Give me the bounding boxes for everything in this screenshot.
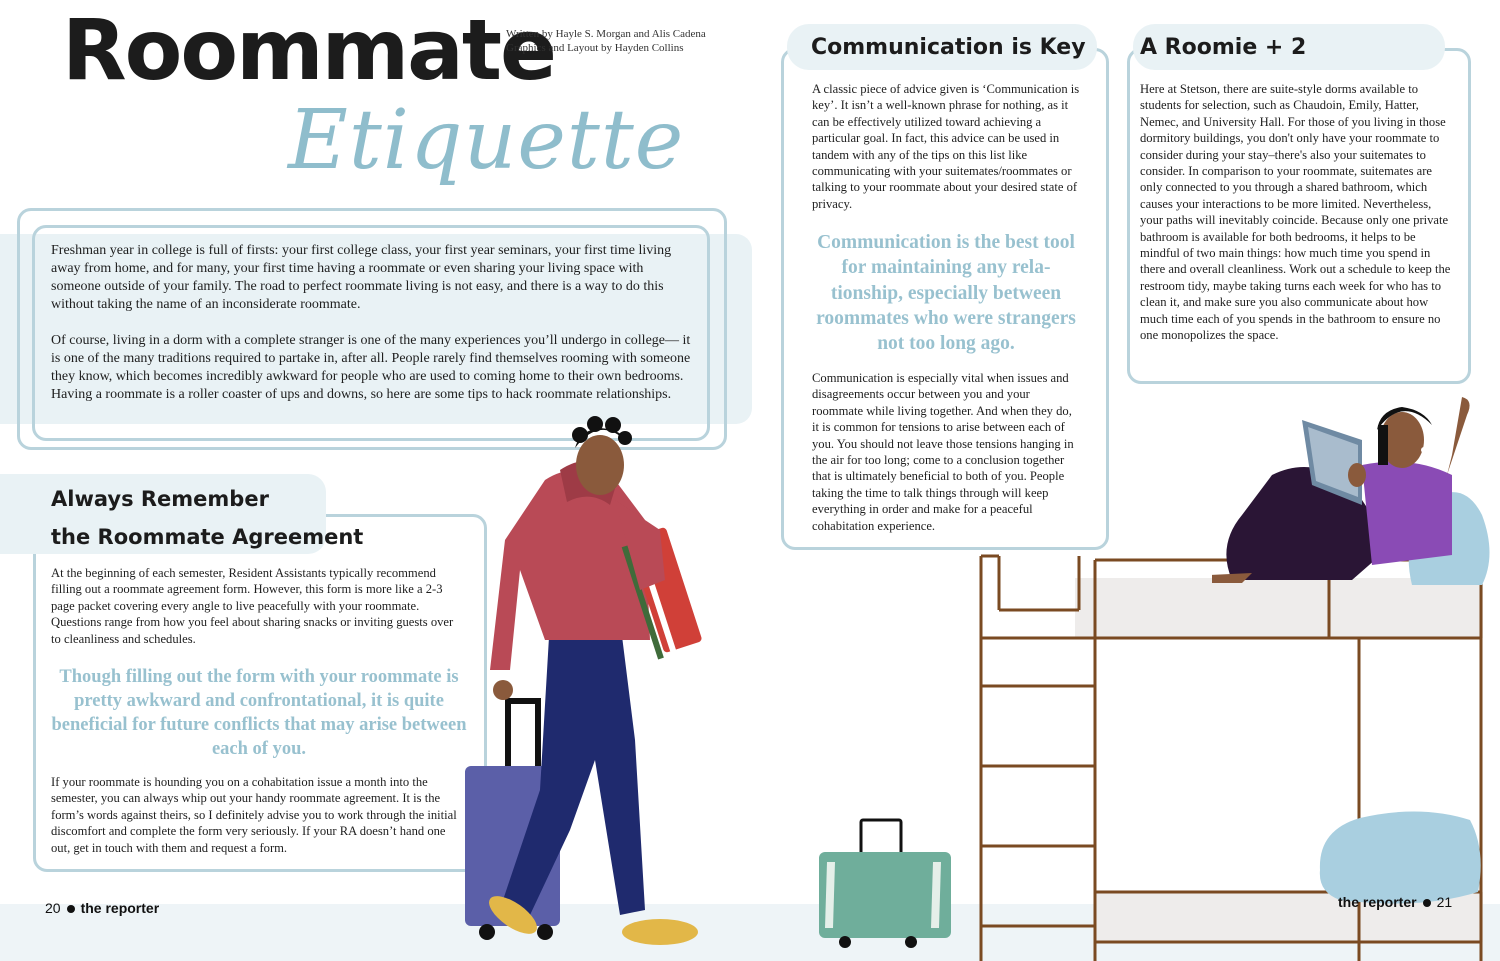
communication-pull-quote: Communication is the best tool for maintaining any rela- tionship, especially between roommates who were strangers not too long ago. — [816, 232, 1076, 355]
intro-paragraph-1: Freshman year in college is full of firsts: your first college class, your first year seminars, your first time living away from home, and for many, your first time having a roommate or even sharing your living space with someone outside of your family. The road to perfect roommate living is not easy, and there is a way to do this without taking the name of an inconsiderate roommate. — [51, 243, 672, 312]
agreement-heading-line1: Always Remember — [51, 487, 269, 511]
communication-body-1: A classic piece of advice given is ‘Communication is key’. It isn’t a well-known phrase for nothing, as it can be effectively utilized toward achieving a particular goal. In fact, this advice can be used in tandem with any of the tips on this list like communicating with your suitemates/roommates or talking to your roommate about your desired state of privacy. — [812, 82, 1080, 211]
graphics-by: Graphics and Layout by Hayden Collins — [506, 42, 684, 54]
green-suitcase-illustration — [815, 818, 955, 950]
page-number-right: 21 — [1436, 894, 1453, 910]
intro-text — [51, 242, 691, 422]
communication-body-2: Communication is especially vital when issues and disagreements occur between you and your roommate while living together. And when they do, it is common for tensions to arise between each of you. You should not leave those tensions hanging in the air for too long; come to a conclusion together that is ultimately beneficial to both of you. People taking the time to talk things through will keep everything in order and make for a peaceful cohabitation experience. — [812, 371, 1074, 533]
article-title-script: Etiquette — [288, 93, 685, 188]
agreement-body-1: At the beginning of each semester, Resident Assistants typically recommend filling out a roommate agreement form. However, this form is more like a 2-3 page packet covering every angle to live peacefully with your roommate. Questions range from how you feel about sharing snacks or inviting guests over to cleanliness and schedules. — [51, 566, 454, 646]
footer-left — [45, 899, 159, 917]
agreement-pull-quote: Though filling out the form with your roommate is pretty awkward and confrontational, it is quite beneficial for future conflicts that may arise between each of you. — [51, 667, 467, 759]
page-number-left: 20 — [45, 900, 61, 916]
agreement-heading-line2: the Roommate Agreement — [51, 525, 364, 549]
agreement-heading — [51, 480, 363, 556]
footer-right — [1338, 893, 1452, 911]
roomie-heading: A Roomie + 2 — [1140, 35, 1307, 60]
bullet-dot — [67, 905, 75, 913]
publication-name-left: the reporter — [80, 900, 160, 916]
bullet-dot — [1423, 899, 1431, 907]
reading-roommate-illustration — [1212, 395, 1500, 590]
agreement-body-2: If your roommate is hounding you on a cohabitation issue a month into the semester, you can always whip out your handy roommate agreement. It is the form’s words against theirs, so I definitely advise you to work through the initial discomfort and complete the form very seriously. If your RA doesn’t hand one out, get in touch with them and request a form. — [51, 775, 457, 855]
student-with-suitcase-illustration — [455, 410, 705, 955]
roomie-body: Here at Stetson, there are suite-style dorms available to students for selection, such as Chaudoin, Emily, Hatter, Nemec, and University Hall. For those of you living in those dormitory buildings, you don't only have your roommate to consider during your stay–there's also your suitemates to consider. In comparison to your roommate, suitemates are only connected to you through a shared bathroom, which causes your interactions to be more limited. Nevertheless, your paths will inevitably coincide. Because only one private bathroom is available for both bedrooms, it helps to be mindful of two main things: how much time you spend in there and overall cleanliness. Work out a schedule to keep the restroom tidy, maybe taking turns each week for who has to clean it, and make sure you also communicate about how much time each of you spends in the bathroom to ensure no one monopolizes the space. — [1140, 82, 1451, 343]
communication-heading: Communication is Key — [811, 35, 1086, 60]
written-by: Written by Hayle S. Morgan and Alis Cadena — [506, 28, 706, 40]
byline — [506, 27, 706, 55]
intro-paragraph-2: Of course, living in a dorm with a complete stranger is one of the many experiences you’ll undergo in college— it is one of the many traditions required to partake in, after all. People rarely find themselves rooming with someone they know, which becomes incredibly awkward for people who are used to coming home to their own bedrooms. Having a roommate is a roller coaster of ups and downs, so here are some tips to hack roommate relationships. — [51, 333, 691, 402]
article-title: Roommate — [62, 1, 555, 99]
publication-name-right: the reporter — [1338, 894, 1417, 910]
